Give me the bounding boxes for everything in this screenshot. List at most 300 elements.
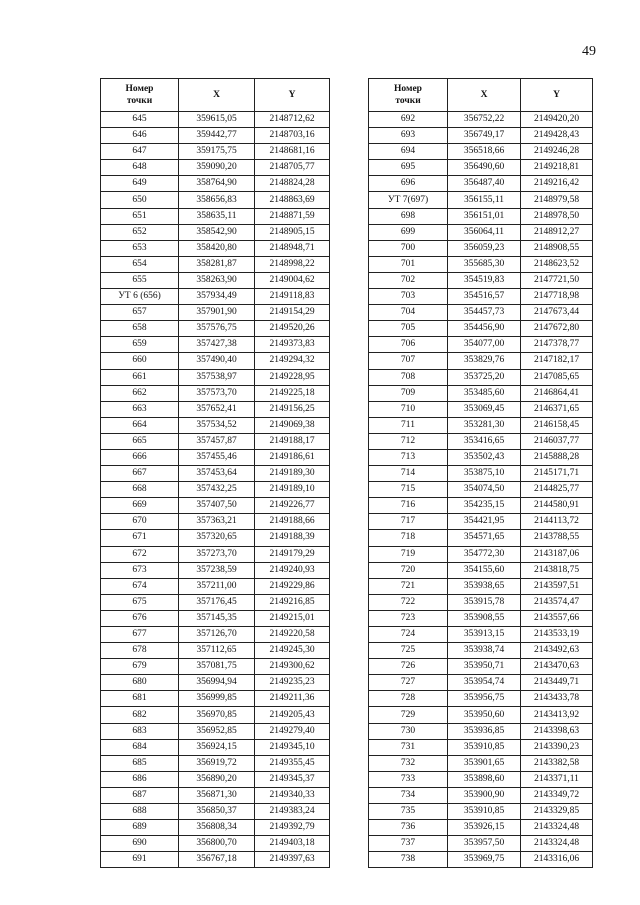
cell-point-number: 665 (101, 433, 179, 449)
cell-y: 2144113,72 (521, 514, 593, 530)
cell-x: 354457,73 (448, 305, 521, 321)
table-row (101, 804, 330, 820)
cell-x: 357145,35 (179, 610, 255, 626)
cell-point-number: 705 (369, 321, 448, 337)
cell-y: 2149118,83 (255, 289, 330, 305)
table-row (369, 224, 593, 240)
table-row (101, 449, 330, 465)
cell-y: 2149189,10 (255, 482, 330, 498)
cell-x: 356064,11 (448, 224, 521, 240)
cell-x: 357112,65 (179, 643, 255, 659)
cell-y: 2148948,71 (255, 240, 330, 256)
table-row (101, 385, 330, 401)
table-row (369, 610, 593, 626)
header-y: Y (255, 79, 330, 112)
cell-point-number: 658 (101, 321, 179, 337)
table-row (101, 144, 330, 160)
cell-point-number: 706 (369, 337, 448, 353)
table-row (101, 594, 330, 610)
table-row (369, 707, 593, 723)
cell-x: 356999,85 (179, 691, 255, 707)
cell-point-number: 704 (369, 305, 448, 321)
table-row (369, 482, 593, 498)
table-row (101, 337, 330, 353)
cell-x: 356752,22 (448, 112, 521, 128)
table-row (369, 659, 593, 675)
table-row (101, 321, 330, 337)
cell-y: 2147182,17 (521, 353, 593, 369)
cell-y: 2148712,62 (255, 112, 330, 128)
cell-y: 2148871,59 (255, 208, 330, 224)
table-row (101, 192, 330, 208)
cell-y: 2147673,44 (521, 305, 593, 321)
table-row (101, 305, 330, 321)
cell-y: 2149403,18 (255, 836, 330, 852)
cell-point-number: 738 (369, 852, 448, 868)
table-row (369, 498, 593, 514)
cell-point-number: 710 (369, 401, 448, 417)
cell-point-number: 707 (369, 353, 448, 369)
cell-y: 2149188,66 (255, 514, 330, 530)
table-row (369, 385, 593, 401)
table-row (101, 272, 330, 288)
header-x: X (179, 79, 255, 112)
cell-point-number: 696 (369, 176, 448, 192)
cell-x: 354155,60 (448, 562, 521, 578)
cell-x: 356518,66 (448, 144, 521, 160)
cell-y: 2149383,24 (255, 804, 330, 820)
cell-y: 2143329,85 (521, 804, 593, 820)
table-row (101, 820, 330, 836)
table-row (369, 578, 593, 594)
cell-x: 353908,55 (448, 610, 521, 626)
cell-x: 353901,65 (448, 755, 521, 771)
cell-point-number: 730 (369, 723, 448, 739)
cell-point-number: 677 (101, 627, 179, 643)
cell-point-number: УТ 6 (656) (101, 289, 179, 305)
cell-point-number: 733 (369, 771, 448, 787)
cell-x: 356994,94 (179, 675, 255, 691)
cell-x: 353875,10 (448, 466, 521, 482)
table-row (101, 675, 330, 691)
table-row (101, 836, 330, 852)
cell-y: 2149218,81 (521, 160, 593, 176)
table-row (101, 723, 330, 739)
coordinates-table-right (368, 78, 593, 868)
cell-y: 2149373,83 (255, 337, 330, 353)
cell-point-number: 694 (369, 144, 448, 160)
cell-y: 2143533,19 (521, 627, 593, 643)
cell-point-number: 695 (369, 160, 448, 176)
cell-y: 2148824,28 (255, 176, 330, 192)
cell-point-number: 723 (369, 610, 448, 626)
cell-x: 353725,20 (448, 369, 521, 385)
cell-point-number: 672 (101, 546, 179, 562)
cell-x: 356749,17 (448, 128, 521, 144)
table-row (101, 224, 330, 240)
table-row (101, 433, 330, 449)
cell-point-number: 682 (101, 707, 179, 723)
cell-y: 2149520,26 (255, 321, 330, 337)
cell-point-number: 683 (101, 723, 179, 739)
cell-y: 2149225,18 (255, 385, 330, 401)
cell-point-number: 684 (101, 739, 179, 755)
cell-x: 356970,85 (179, 707, 255, 723)
cell-x: 356850,37 (179, 804, 255, 820)
cell-point-number: 661 (101, 369, 179, 385)
cell-point-number: 655 (101, 272, 179, 288)
cell-y: 2143187,06 (521, 546, 593, 562)
cell-x: 356059,23 (448, 240, 521, 256)
cell-y: 2143413,92 (521, 707, 593, 723)
cell-y: 2144825,77 (521, 482, 593, 498)
table-body-right (369, 112, 593, 868)
cell-point-number: 708 (369, 369, 448, 385)
cell-x: 356767,18 (179, 852, 255, 868)
cell-point-number: 648 (101, 160, 179, 176)
cell-point-number: 653 (101, 240, 179, 256)
table-row (101, 240, 330, 256)
cell-x: 357081,75 (179, 659, 255, 675)
table-row (101, 562, 330, 578)
cell-point-number: 690 (101, 836, 179, 852)
table-row (101, 353, 330, 369)
cell-x: 357538,97 (179, 369, 255, 385)
table-row (101, 160, 330, 176)
table-row (101, 498, 330, 514)
table-row (369, 804, 593, 820)
cell-point-number: 646 (101, 128, 179, 144)
cell-x: 353938,65 (448, 578, 521, 594)
cell-point-number: 651 (101, 208, 179, 224)
table-header-row (369, 79, 593, 112)
table-row (369, 240, 593, 256)
cell-y: 2149420,20 (521, 112, 593, 128)
table-row (369, 321, 593, 337)
cell-y: 2143390,23 (521, 739, 593, 755)
cell-y: 2147378,77 (521, 337, 593, 353)
cell-y: 2149205,43 (255, 707, 330, 723)
cell-point-number: 734 (369, 787, 448, 803)
cell-x: 357576,75 (179, 321, 255, 337)
cell-point-number: 676 (101, 610, 179, 626)
cell-point-number: 725 (369, 643, 448, 659)
cell-x: 355685,30 (448, 256, 521, 272)
cell-x: 357238,59 (179, 562, 255, 578)
cell-point-number: 678 (101, 643, 179, 659)
cell-x: 353936,85 (448, 723, 521, 739)
table-row (101, 417, 330, 433)
cell-x: 358281,87 (179, 256, 255, 272)
cell-point-number: 726 (369, 659, 448, 675)
table-row (101, 369, 330, 385)
cell-y: 2143818,75 (521, 562, 593, 578)
table-row (369, 433, 593, 449)
table-row (369, 643, 593, 659)
cell-y: 2149188,39 (255, 530, 330, 546)
table-row (369, 144, 593, 160)
header-y: Y (521, 79, 593, 112)
table-row (369, 755, 593, 771)
header-point-number (369, 79, 448, 112)
cell-x: 353502,43 (448, 449, 521, 465)
cell-point-number: 731 (369, 739, 448, 755)
cell-x: 357534,52 (179, 417, 255, 433)
cell-y: 2143398,63 (521, 723, 593, 739)
cell-y: 2149279,40 (255, 723, 330, 739)
cell-y: 2149186,61 (255, 449, 330, 465)
table-row (101, 755, 330, 771)
cell-y: 2149300,62 (255, 659, 330, 675)
cell-y: 2149246,28 (521, 144, 593, 160)
header-point-line2: точки (126, 96, 153, 106)
cell-point-number: 699 (369, 224, 448, 240)
cell-point-number: 679 (101, 659, 179, 675)
cell-point-number: 686 (101, 771, 179, 787)
cell-x: 357363,21 (179, 514, 255, 530)
cell-x: 358263,90 (179, 272, 255, 288)
cell-y: 2149211,36 (255, 691, 330, 707)
table-row (101, 771, 330, 787)
cell-point-number: 671 (101, 530, 179, 546)
table-row (369, 401, 593, 417)
cell-point-number: 691 (101, 852, 179, 868)
cell-y: 2149004,62 (255, 272, 330, 288)
cell-x: 353950,60 (448, 707, 521, 723)
cell-point-number: 720 (369, 562, 448, 578)
table-row (101, 659, 330, 675)
cell-x: 356800,70 (179, 836, 255, 852)
cell-y: 2149235,23 (255, 675, 330, 691)
cell-y: 2143597,51 (521, 578, 593, 594)
cell-x: 357573,70 (179, 385, 255, 401)
table-header-row (101, 79, 330, 112)
table-row (369, 594, 593, 610)
cell-x: 356919,72 (179, 755, 255, 771)
cell-y: 2149220,58 (255, 627, 330, 643)
table-row (369, 272, 593, 288)
cell-point-number: 650 (101, 192, 179, 208)
cell-x: 357901,90 (179, 305, 255, 321)
cell-y: 2149340,33 (255, 787, 330, 803)
table-row (369, 852, 593, 868)
cell-y: 2146037,77 (521, 433, 593, 449)
cell-point-number: 669 (101, 498, 179, 514)
cell-y: 2148998,22 (255, 256, 330, 272)
cell-x: 357453,64 (179, 466, 255, 482)
cell-point-number: 712 (369, 433, 448, 449)
cell-x: 356952,85 (179, 723, 255, 739)
cell-point-number: 717 (369, 514, 448, 530)
table-row (369, 449, 593, 465)
table-row (101, 176, 330, 192)
cell-y: 2143433,78 (521, 691, 593, 707)
cell-y: 2148905,15 (255, 224, 330, 240)
cell-y: 2145888,28 (521, 449, 593, 465)
cell-x: 357432,25 (179, 482, 255, 498)
table-row (101, 466, 330, 482)
table-row (369, 691, 593, 707)
cell-y: 2146864,41 (521, 385, 593, 401)
table-row (369, 192, 593, 208)
cell-x: 357652,41 (179, 401, 255, 417)
cell-point-number: 711 (369, 417, 448, 433)
cell-x: 353910,85 (448, 739, 521, 755)
table-row (369, 289, 593, 305)
cell-y: 2147721,50 (521, 272, 593, 288)
cell-point-number: 670 (101, 514, 179, 530)
cell-x: 359442,77 (179, 128, 255, 144)
table-row (369, 546, 593, 562)
table-row (369, 820, 593, 836)
cell-x: 358764,90 (179, 176, 255, 192)
cell-y: 2143316,06 (521, 852, 593, 868)
cell-x: 354074,50 (448, 482, 521, 498)
table-row (369, 530, 593, 546)
cell-y: 2149215,01 (255, 610, 330, 626)
coordinates-table-left (100, 78, 330, 868)
cell-point-number: 687 (101, 787, 179, 803)
cell-x: 357211,00 (179, 578, 255, 594)
cell-point-number: 654 (101, 256, 179, 272)
cell-y: 2145171,71 (521, 466, 593, 482)
cell-x: 357320,65 (179, 530, 255, 546)
cell-y: 2147718,98 (521, 289, 593, 305)
cell-x: 353956,75 (448, 691, 521, 707)
cell-x: 353829,76 (448, 353, 521, 369)
table-row (101, 256, 330, 272)
cell-y: 2149228,95 (255, 369, 330, 385)
table-row (369, 787, 593, 803)
cell-y: 2143324,48 (521, 836, 593, 852)
cell-point-number: 685 (101, 755, 179, 771)
cell-y: 2149188,17 (255, 433, 330, 449)
cell-y: 2148703,16 (255, 128, 330, 144)
table-row (101, 401, 330, 417)
cell-point-number: 659 (101, 337, 179, 353)
cell-x: 353910,85 (448, 804, 521, 820)
cell-x: 358420,80 (179, 240, 255, 256)
cell-y: 2146158,45 (521, 417, 593, 433)
cell-x: 356487,40 (448, 176, 521, 192)
cell-point-number: 724 (369, 627, 448, 643)
table-row (369, 337, 593, 353)
cell-point-number: 722 (369, 594, 448, 610)
header-point-line1: Номер (394, 84, 422, 94)
cell-point-number: 713 (369, 449, 448, 465)
cell-y: 2148681,16 (255, 144, 330, 160)
cell-point-number: 693 (369, 128, 448, 144)
cell-x: 354519,83 (448, 272, 521, 288)
cell-point-number: 737 (369, 836, 448, 852)
cell-y: 2149397,63 (255, 852, 330, 868)
cell-point-number: 732 (369, 755, 448, 771)
cell-y: 2148978,50 (521, 208, 593, 224)
table-row (369, 627, 593, 643)
cell-point-number: 689 (101, 820, 179, 836)
cell-point-number: 702 (369, 272, 448, 288)
cell-x: 358635,11 (179, 208, 255, 224)
header-point-number (101, 79, 179, 112)
table-row (369, 369, 593, 385)
cell-y: 2143371,11 (521, 771, 593, 787)
cell-point-number: 735 (369, 804, 448, 820)
cell-point-number: 647 (101, 144, 179, 160)
cell-x: 353969,75 (448, 852, 521, 868)
cell-y: 2149229,86 (255, 578, 330, 594)
table-row (101, 643, 330, 659)
cell-y: 2149154,29 (255, 305, 330, 321)
cell-y: 2143349,72 (521, 787, 593, 803)
table-row (369, 112, 593, 128)
cell-x: 357126,70 (179, 627, 255, 643)
table-row (369, 675, 593, 691)
table-row (369, 836, 593, 852)
table-row (369, 771, 593, 787)
cell-x: 357457,87 (179, 433, 255, 449)
cell-y: 2149226,77 (255, 498, 330, 514)
cell-point-number: 681 (101, 691, 179, 707)
table-row (101, 128, 330, 144)
table-row (101, 289, 330, 305)
table-row (369, 514, 593, 530)
cell-point-number: 675 (101, 594, 179, 610)
cell-x: 356890,20 (179, 771, 255, 787)
table-row (101, 627, 330, 643)
table-row (101, 208, 330, 224)
cell-y: 2143557,66 (521, 610, 593, 626)
cell-point-number: 727 (369, 675, 448, 691)
cell-y: 2147085,65 (521, 369, 593, 385)
cell-x: 354571,65 (448, 530, 521, 546)
cell-x: 353938,74 (448, 643, 521, 659)
cell-point-number: 680 (101, 675, 179, 691)
cell-x: 353485,60 (448, 385, 521, 401)
cell-y: 2149216,85 (255, 594, 330, 610)
cell-point-number: 714 (369, 466, 448, 482)
table-row (101, 787, 330, 803)
cell-x: 353913,15 (448, 627, 521, 643)
table-row (101, 691, 330, 707)
cell-y: 2149189,30 (255, 466, 330, 482)
cell-x: 353900,90 (448, 787, 521, 803)
cell-x: 357455,46 (179, 449, 255, 465)
page-number: 49 (582, 44, 596, 59)
cell-x: 356871,30 (179, 787, 255, 803)
table-row (369, 256, 593, 272)
cell-y: 2149156,25 (255, 401, 330, 417)
cell-x: 357427,38 (179, 337, 255, 353)
cell-x: 353957,50 (448, 836, 521, 852)
cell-y: 2148979,58 (521, 192, 593, 208)
cell-x: 356808,34 (179, 820, 255, 836)
cell-x: 356924,15 (179, 739, 255, 755)
table-row (369, 128, 593, 144)
cell-y: 2148863,69 (255, 192, 330, 208)
cell-y: 2148908,55 (521, 240, 593, 256)
table-row (101, 739, 330, 755)
cell-y: 2143382,58 (521, 755, 593, 771)
cell-y: 2143449,71 (521, 675, 593, 691)
table-row (369, 739, 593, 755)
cell-point-number: 719 (369, 546, 448, 562)
cell-y: 2149355,45 (255, 755, 330, 771)
cell-y: 2149216,42 (521, 176, 593, 192)
table-row (369, 176, 593, 192)
cell-x: 354421,95 (448, 514, 521, 530)
cell-y: 2146371,65 (521, 401, 593, 417)
cell-x: 354456,90 (448, 321, 521, 337)
